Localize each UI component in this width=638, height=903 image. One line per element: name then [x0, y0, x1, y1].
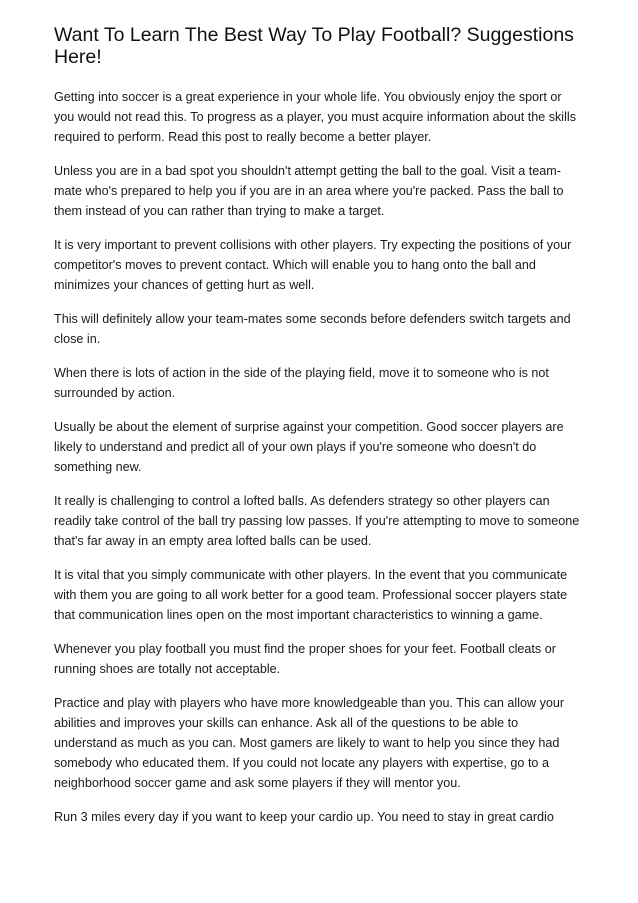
paragraph: Whenever you play football you must find the proper shoes for your feet. Football cleats or running shoes are totally not acceptable.: [54, 642, 556, 676]
paragraph: Run 3 miles every day if you want to keep your cardio up. You need to stay in great cardio: [54, 810, 554, 824]
paragraph: It is vital that you simply communicate with other players. In the event that you communicate with them you are going to all work better for a good team. Professional soccer players state that communication lines open on the most important characteristics to winning a game.: [54, 568, 568, 622]
paragraph: It is very important to prevent collisions with other players. Try expecting the positions of your competitor's moves to prevent contact. Which will enable you to hang onto the ball and minimizes your chances of getting hurt as well.: [54, 238, 572, 292]
paragraph: Getting into soccer is a great experience in your whole life. You obviously enjoy the sport or you would not read this. To progress as a player, you must acquire information about the skills required to perform. Read this post to really become a better player.: [54, 90, 576, 144]
paragraph: It really is challenging to control a lofted balls. As defenders strategy so other players can readily take control of the ball try passing low passes. If you're attempting to move to someone that's far away in an empty area lofted balls can be used.: [54, 494, 580, 548]
paragraph: This will definitely allow your team-mates some seconds before defenders switch targets and close in.: [54, 312, 571, 346]
paragraph: Unless you are in a bad spot you shouldn't attempt getting the ball to the goal. Visit a team-mate who's prepared to help you if you are in an area where you're packed. Pass the ball to them instead of you can rather than trying to make a target.: [54, 164, 564, 218]
paragraph: Practice and play with players who have more knowledgeable than you. This can allow your abilities and improves your skills can enhance. Ask all of the questions to be able to understand as much as you can. Most gamers are likely to want to help you since they had somebody who educated them. If you could not locate any players with expertise, go to a neighborhood soccer game and ask some players if they will mentor you.: [54, 696, 565, 790]
document-page: [54, 24, 584, 841]
paragraph: Usually be about the element of surprise against your competition. Good soccer players are likely to understand and predict all of your own plays if you're someone who doesn't do something new.: [54, 420, 564, 474]
paragraph: When there is lots of action in the side of the playing field, move it to someone who is not surrounded by action.: [54, 366, 549, 400]
article-title: Want To Learn The Best Way To Play Football? Suggestions Here!: [54, 24, 574, 68]
